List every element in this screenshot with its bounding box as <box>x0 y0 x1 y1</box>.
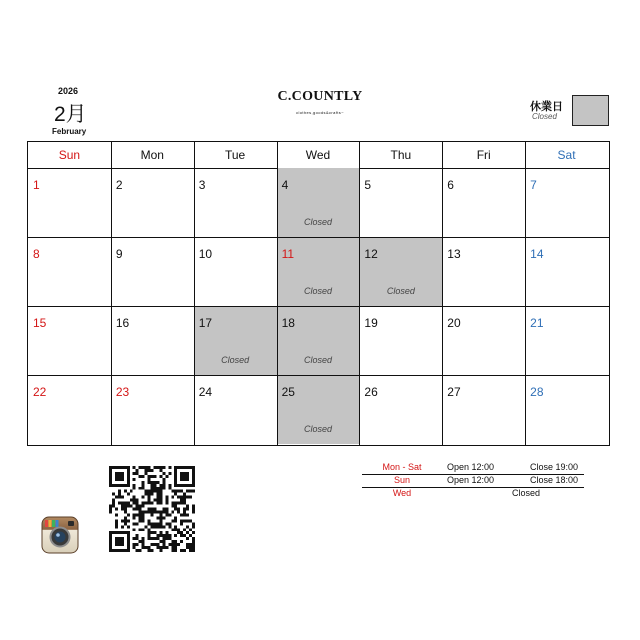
day-number: 10 <box>198 247 213 261</box>
legend-label: 休業日 <box>530 101 563 113</box>
weekday-header-tue: Tue <box>225 148 246 162</box>
grid-row-divider <box>28 237 609 238</box>
grid-column-divider <box>525 142 526 445</box>
month-label: 2月 <box>54 103 87 126</box>
day-number: 20 <box>447 316 461 330</box>
day-number: 12 <box>364 247 378 261</box>
day-cell <box>194 306 277 375</box>
weekday-header-wed: Wed <box>305 148 331 162</box>
hours-open: Open 12:00 <box>447 475 495 485</box>
closed-note: Closed <box>303 286 332 296</box>
day-number: 11 <box>281 247 295 261</box>
day-number: 14 <box>530 247 544 261</box>
qr-code <box>109 466 195 552</box>
hours-row <box>362 475 584 487</box>
day-number: 9 <box>115 247 123 261</box>
closed-note: Closed <box>221 355 250 365</box>
closed-note: Closed <box>386 286 415 296</box>
day-cell <box>442 375 525 444</box>
hours-close: Close 18:00 <box>530 475 579 485</box>
day-cell <box>442 306 525 375</box>
closed-note: Closed <box>303 424 332 434</box>
year-label: 2026 <box>58 86 79 96</box>
day-cell <box>111 375 194 444</box>
day-number: 2 <box>115 178 123 192</box>
day-cell <box>359 306 442 375</box>
day-number: 5 <box>364 178 372 192</box>
hours-row <box>362 462 584 474</box>
hours-close: Closed <box>512 488 541 498</box>
day-cell <box>194 168 277 237</box>
day-cell <box>28 168 111 237</box>
day-number: 26 <box>364 385 378 399</box>
grid-column-divider <box>194 142 195 445</box>
day-number: 13 <box>447 247 461 261</box>
day-cell <box>28 375 111 444</box>
grid-row-divider <box>28 306 609 307</box>
day-cell <box>525 375 608 444</box>
grid-row-divider <box>28 375 609 376</box>
hours-close: Close 19:00 <box>530 462 579 472</box>
day-cell <box>442 237 525 306</box>
day-cell <box>525 306 608 375</box>
day-cell <box>111 168 194 237</box>
day-cell <box>359 168 442 237</box>
day-cell <box>277 306 360 375</box>
day-cell <box>28 237 111 306</box>
day-number: 1 <box>33 178 40 192</box>
day-number: 16 <box>115 316 130 330</box>
business-hours-table <box>362 462 584 500</box>
legend-sub-label: Closed <box>532 112 557 121</box>
weekday-header-thu: Thu <box>390 148 412 162</box>
brand-tagline: clothes,goods&crafts~ <box>296 110 344 115</box>
weekday-header-sat: Sat <box>557 148 576 162</box>
day-number: 7 <box>530 178 537 192</box>
hours-days: Mon - Sat <box>382 462 422 472</box>
brand-title: C.COUNTLY <box>277 89 363 104</box>
day-number: 23 <box>115 385 130 399</box>
grid-column-divider <box>111 142 112 445</box>
day-number: 6 <box>447 178 454 192</box>
day-cell <box>194 375 277 444</box>
hours-days: Sun <box>393 475 410 485</box>
legend-swatch <box>572 95 609 126</box>
day-number: 28 <box>530 385 544 399</box>
day-cell <box>111 306 194 375</box>
calendar-grid <box>27 141 610 446</box>
day-cell <box>194 237 277 306</box>
month-english-label: February <box>52 127 87 136</box>
day-cell <box>28 306 111 375</box>
grid-column-divider <box>277 142 278 445</box>
day-number: 25 <box>281 385 295 399</box>
day-number: 19 <box>364 316 378 330</box>
day-number: 27 <box>447 385 461 399</box>
day-cell <box>442 168 525 237</box>
day-cell <box>277 237 360 306</box>
day-cell <box>277 168 360 237</box>
instagram-icon[interactable] <box>41 516 79 554</box>
weekday-header-fri: Fri <box>476 148 491 162</box>
day-number: 21 <box>530 316 544 330</box>
closed-note: Closed <box>303 355 332 365</box>
day-cell <box>111 237 194 306</box>
day-number: 22 <box>33 385 47 399</box>
day-cell <box>525 168 608 237</box>
day-number: 4 <box>281 178 289 192</box>
day-number: 17 <box>198 316 213 330</box>
weekday-header-sun: Sun <box>58 148 81 162</box>
grid-column-divider <box>359 142 360 445</box>
day-number: 15 <box>33 316 47 330</box>
day-cell <box>525 237 608 306</box>
weekday-header-mon: Mon <box>140 148 164 162</box>
hours-days: Wed <box>392 488 412 498</box>
hours-row <box>362 488 584 500</box>
day-number: 3 <box>198 178 206 192</box>
day-cell <box>359 375 442 444</box>
hours-open: Open 12:00 <box>447 462 495 472</box>
day-number: 24 <box>198 385 213 399</box>
day-number: 18 <box>281 316 295 330</box>
day-number: 8 <box>33 247 40 261</box>
grid-column-divider <box>442 142 443 445</box>
closed-note: Closed <box>303 217 332 227</box>
day-cell <box>359 237 442 306</box>
day-cell <box>277 375 360 444</box>
weekday-header-row <box>28 142 609 169</box>
